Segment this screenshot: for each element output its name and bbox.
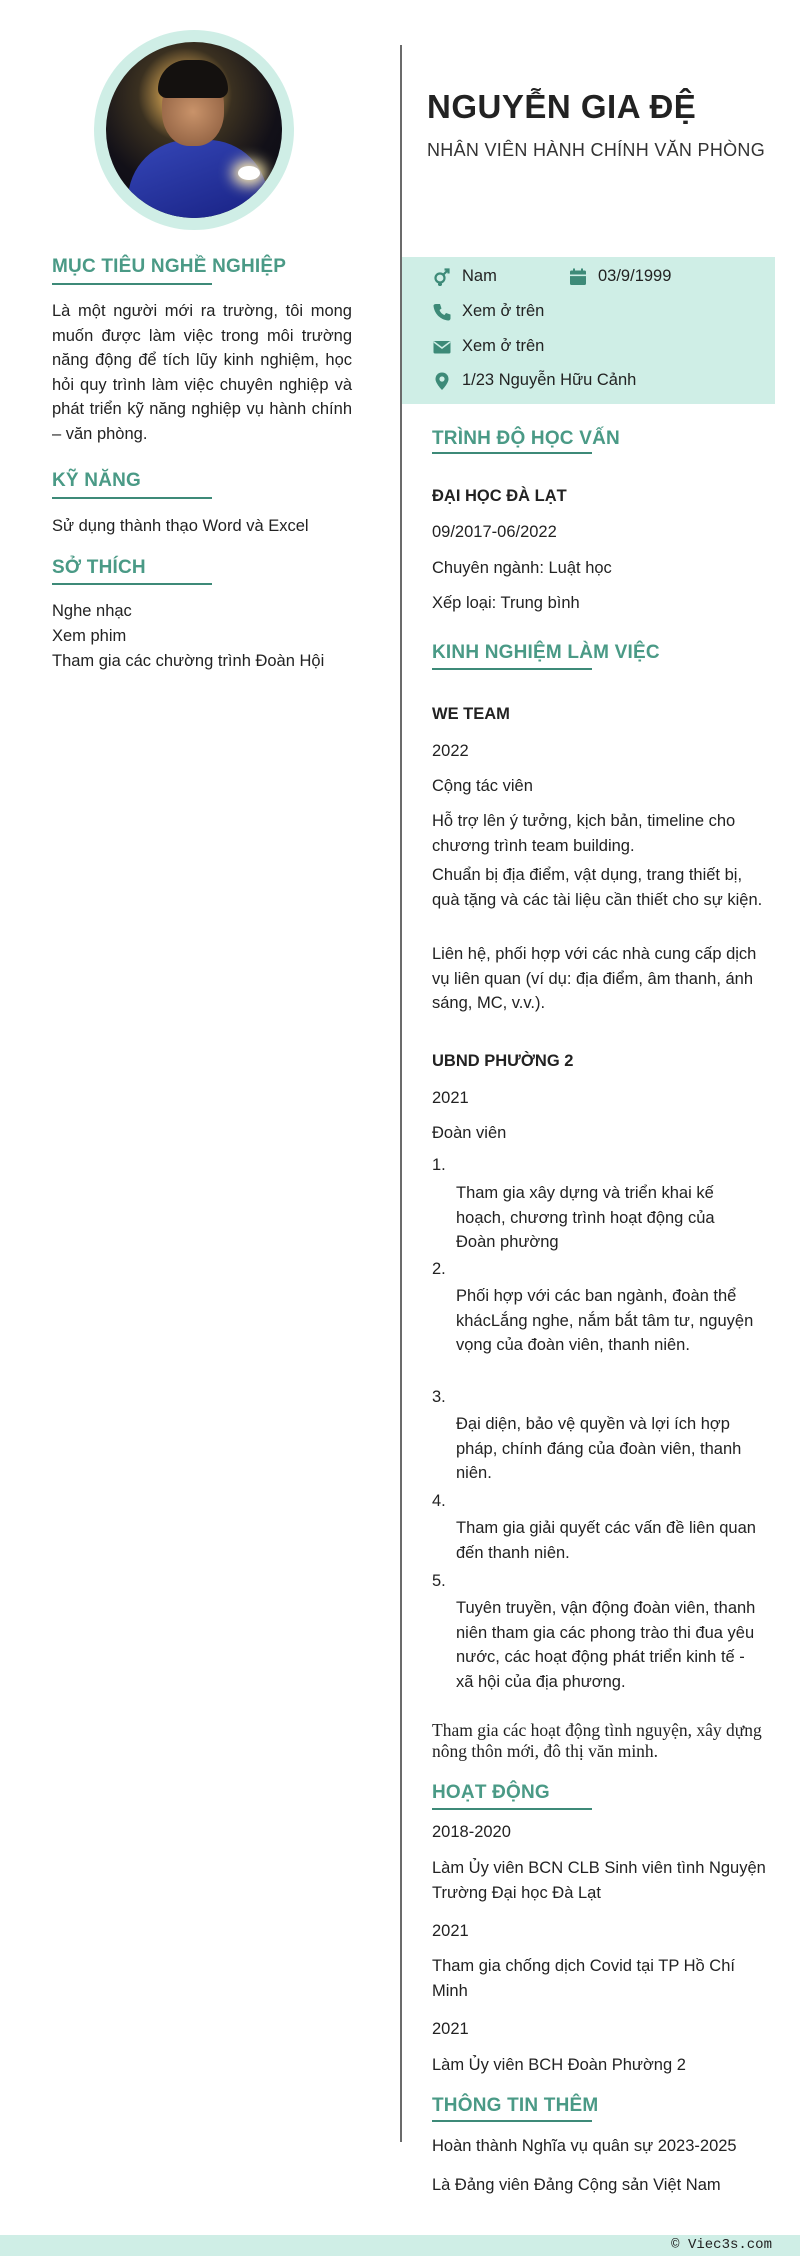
footer-credit: © Viec3s.com	[671, 2237, 772, 2253]
address-value: 1/23 Nguyễn Hữu Cảnh	[462, 371, 637, 389]
duty-number: 4.	[432, 1492, 446, 1510]
avatar-frame	[94, 30, 294, 230]
skill-item: Sử dụng thành thạo Word và Excel	[52, 517, 309, 535]
job-extra-note: Tham gia các hoạt động tình nguyện, xây dựng nông thôn mới, đô thị văn minh.	[432, 1720, 762, 1761]
additional-title: THÔNG TIN THÊM	[432, 2095, 599, 2116]
activity-text: Làm Ủy viên BCN CLB Sinh viên tình Nguyện Trường Đại học Đà Lạt	[432, 1859, 766, 1902]
experience-underline	[432, 668, 592, 670]
skills-list	[52, 514, 309, 539]
skills-title: KỸ NĂNG	[52, 470, 142, 491]
objective-text: Là một người mới ra trường, tôi mong muốn được làm việc trong môi trường năng động để tích lũy kinh nghiệm, học hỏi quy trình làm việc chuyên nghiệp và phát triển kỹ năng nghiệp vụ hành chính – văn phòng.	[52, 302, 352, 443]
avatar-hair	[158, 60, 228, 98]
calendar-icon	[568, 267, 588, 287]
education-major: Chuyên ngành: Luật học	[432, 559, 612, 577]
contact-panel	[402, 257, 775, 404]
job-detail: Hỗ trợ lên ý tưởng, kịch bản, timeline cho chương trình team building.	[432, 812, 736, 855]
contact-gender	[462, 267, 497, 286]
duty-text: Tuyên truyền, vận động đoàn viên, thanh niên tham gia các phong trào thi đua yêu nước, các hoạt động phát triển kinh tế - xã hội của địa phương.	[456, 1599, 756, 1691]
envelope-icon	[432, 337, 452, 357]
hobby-item: Nghe nhạc	[52, 602, 132, 620]
contact-email	[462, 337, 544, 356]
duty-text: Tham gia giải quyết các vấn đề liên quan đến thanh niên.	[456, 1519, 756, 1562]
phone-icon	[432, 302, 452, 322]
gender-value: Nam	[462, 267, 497, 285]
location-pin-icon	[432, 371, 452, 391]
job-company: UBND PHƯỜNG 2	[432, 1052, 574, 1070]
activities-underline	[432, 1808, 592, 1810]
job-company: WE TEAM	[432, 705, 510, 723]
birthdate-value: 03/9/1999	[598, 267, 672, 285]
hobbies-list	[52, 599, 324, 674]
activity-year: 2018-2020	[432, 1823, 511, 1841]
additional-item: Là Đảng viên Đảng Cộng sản Việt Nam	[432, 2176, 721, 2194]
duty-number: 1.	[432, 1156, 446, 1174]
duty-text: Phối hợp với các ban ngành, đoàn thể khácLắng nghe, nắm bắt tâm tư, nguyện vọng của đoàn viên, thanh niên.	[456, 1287, 754, 1354]
hobbies-underline	[52, 583, 212, 585]
duty-number: 3.	[432, 1388, 446, 1406]
hobbies-title: SỞ THÍCH	[52, 557, 146, 578]
experience-title: KINH NGHIỆM LÀM VIỆC	[432, 642, 660, 663]
activity-text: Tham gia chống dịch Covid tại TP Hồ Chí Minh	[432, 1957, 735, 2000]
duty-text: Tham gia xây dựng và triển khai kế hoạch, chương trình hoạt động của Đoàn phường	[456, 1184, 715, 1251]
job-year: 2021	[432, 1089, 469, 1107]
additional-item: Hoàn thành Nghĩa vụ quân sự 2023-2025	[432, 2137, 737, 2155]
skills-underline	[52, 497, 212, 499]
education-rank: Xếp loại: Trung bình	[432, 594, 580, 612]
job-role: Đoàn viên	[432, 1124, 507, 1142]
avatar-phone-light	[238, 166, 260, 180]
hobby-item: Xem phim	[52, 627, 127, 645]
email-value: Xem ở trên	[462, 337, 545, 355]
gender-icon	[432, 267, 452, 287]
candidate-name: NGUYỄN GIA ĐỆ	[427, 88, 697, 125]
contact-birthdate	[598, 267, 671, 286]
duty-text: Đại diện, bảo vệ quyền và lợi ích hợp pháp, chính đáng của đoàn viên, thanh niên.	[456, 1415, 742, 1482]
education-period: 09/2017-06/2022	[432, 523, 557, 541]
contact-phone	[462, 302, 544, 321]
duty-number: 5.	[432, 1572, 446, 1590]
objective-title: MỤC TIÊU NGHỀ NGHIỆP	[52, 256, 287, 277]
hobby-item: Tham gia các chường trình Đoàn Hội	[52, 652, 325, 670]
activities-title: HOẠT ĐỘNG	[432, 1782, 550, 1803]
footer-bar	[0, 2235, 800, 2256]
activity-text: Làm Ủy viên BCH Đoàn Phường 2	[432, 2056, 686, 2074]
phone-value: Xem ở trên	[462, 302, 545, 320]
education-school: ĐẠI HỌC ĐÀ LẠT	[432, 487, 567, 505]
avatar	[106, 42, 282, 218]
activity-year: 2021	[432, 2020, 469, 2038]
job-role: Cộng tác viên	[432, 777, 533, 795]
candidate-position: NHÂN VIÊN HÀNH CHÍNH VĂN PHÒNG	[427, 140, 766, 160]
education-underline	[432, 452, 592, 454]
duty-number: 2.	[432, 1260, 446, 1278]
job-detail: Liên hệ, phối hợp với các nhà cung cấp dịch vụ liên quan (ví dụ: địa điểm, âm thanh, ánh sáng, MC, v.v.).	[432, 945, 757, 1012]
activity-year: 2021	[432, 1922, 469, 1940]
contact-address	[462, 371, 636, 390]
job-detail: Chuẩn bị địa điểm, vật dụng, trang thiết bị, quà tặng và các tài liệu cần thiết cho sự kiện.	[432, 866, 763, 909]
additional-underline	[432, 2120, 592, 2122]
job-year: 2022	[432, 742, 469, 760]
objective-underline	[52, 283, 212, 285]
education-title: TRÌNH ĐỘ HỌC VẤN	[432, 428, 620, 449]
